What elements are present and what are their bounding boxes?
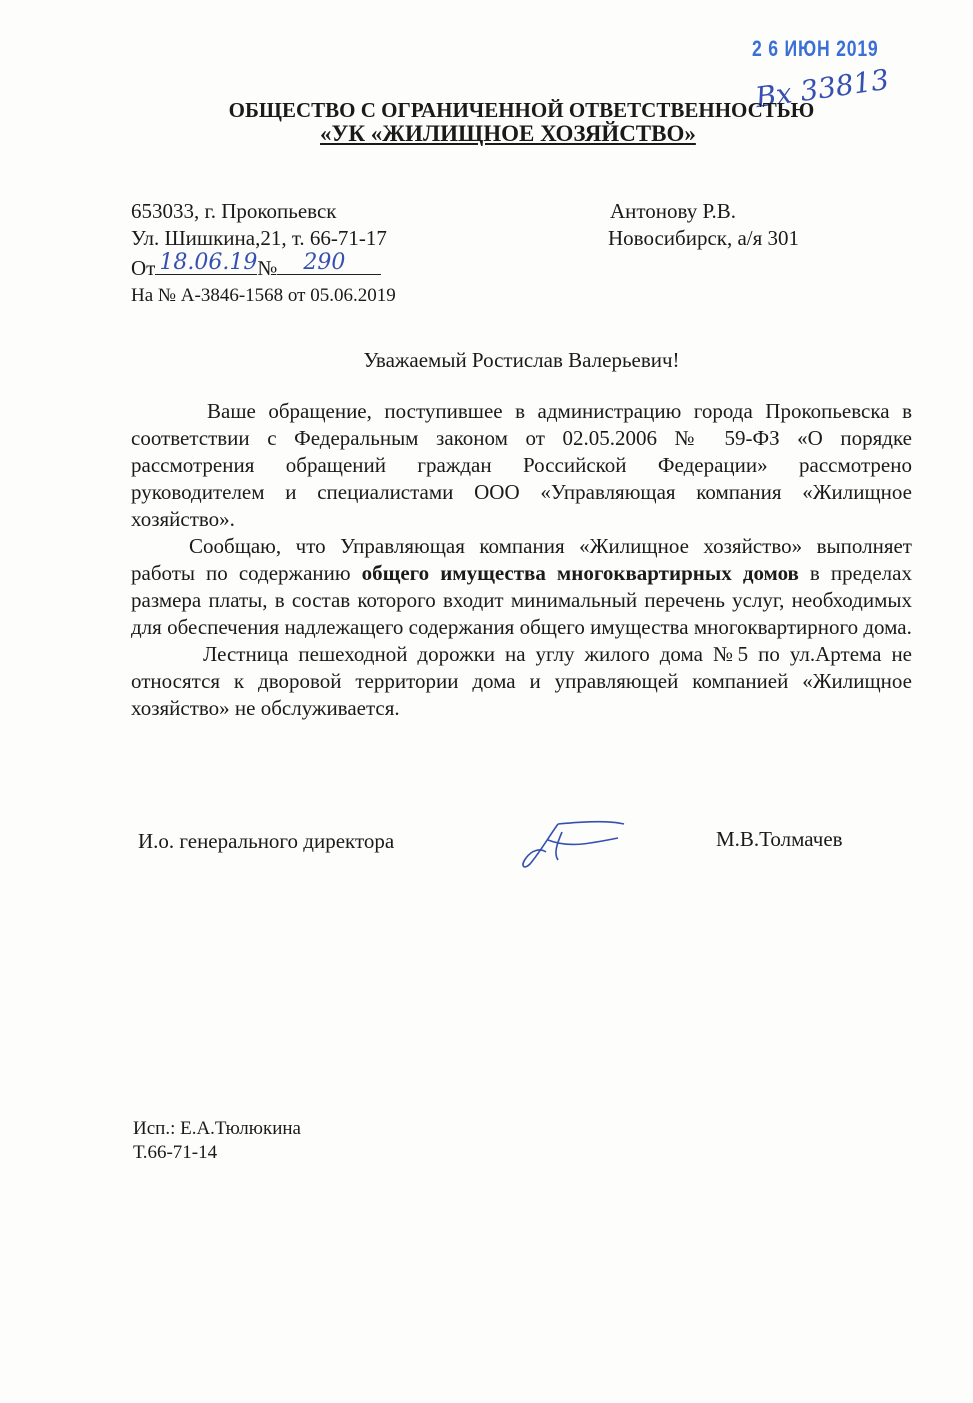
outgoing-number-handwritten: 290 [303, 250, 346, 275]
executor-phone: Т.66-71-14 [133, 1142, 218, 1163]
sender-block [131, 198, 396, 309]
paragraph-2-text-a: Сообщаю, что Управляющая компания «Жилищное хозяйство» выполняет работы по содержанию [131, 534, 912, 585]
greeting: Уважаемый Ростислав Валерьевич! [363, 348, 680, 372]
sender-address-line2: Ул. Шишкина,21, т. 66-71-17 [131, 226, 387, 250]
received-date-stamp: 2 6 ИЮН 2019 [752, 36, 879, 61]
from-date-handwritten: 18.06.19 [159, 250, 258, 275]
recipient-name: Антонову Р.В. [610, 199, 737, 223]
from-label: От [131, 256, 156, 280]
reference-line: На № А-3846-1568 от 05.06.2019 [131, 285, 396, 306]
letterhead-line1: ОБЩЕСТВО С ОГРАНИЧЕННОЙ ОТВЕТСТВЕННОСТЬЮ [228, 98, 815, 122]
incoming-number-handwritten: Вх 33813 [753, 62, 891, 115]
recipient-block [608, 198, 799, 252]
recipient-address: Новосибирск, а/я 301 [608, 226, 800, 250]
letterhead-line2: «УК «ЖИЛИЩНОЕ ХОЗЯЙСТВО» [320, 121, 696, 146]
signatory-title: И.о. генерального директора [138, 829, 395, 853]
sender-address-line1: 653033, г. Прокопьевск [131, 199, 337, 223]
letter-body [131, 398, 912, 722]
number-label: № [257, 256, 278, 280]
body-paragraph-2 [131, 533, 912, 641]
paragraph-2-bold: общего имущества многоквартирных домов [361, 561, 799, 585]
handwritten-signature [518, 818, 630, 872]
executor-name: Исп.: Е.А.Тюлюкина [133, 1118, 301, 1139]
body-paragraph-1: Ваше обращение, поступившее в администрацию города Прокопьевска в соответствии с Федеральным законом от 02.05.2006 № 59-ФЗ «О порядке рассмотрения обращений граждан Российской Федерации» рассмотрено руководителем и специалистами ООО «Управляющая компания «Жилищное хозяйство». [131, 399, 912, 531]
executor-block [133, 1117, 301, 1165]
paragraph-2-text-b: в пределах размера платы, в состав которого входит минимальный перечень услуг, необходимых для обеспечения надлежащего содержания общего имущества многоквартирного дома. [131, 561, 912, 639]
signatory-name: М.В.Толмачев [716, 827, 843, 851]
outgoing-number-line [131, 252, 396, 282]
body-paragraph-3: Лестница пешеходной дорожки на углу жилого дома №5 по ул.Артема не относятся к дворовой территории дома и управляющей компанией «Жилищное хозяйство» не обслуживается. [131, 642, 912, 720]
